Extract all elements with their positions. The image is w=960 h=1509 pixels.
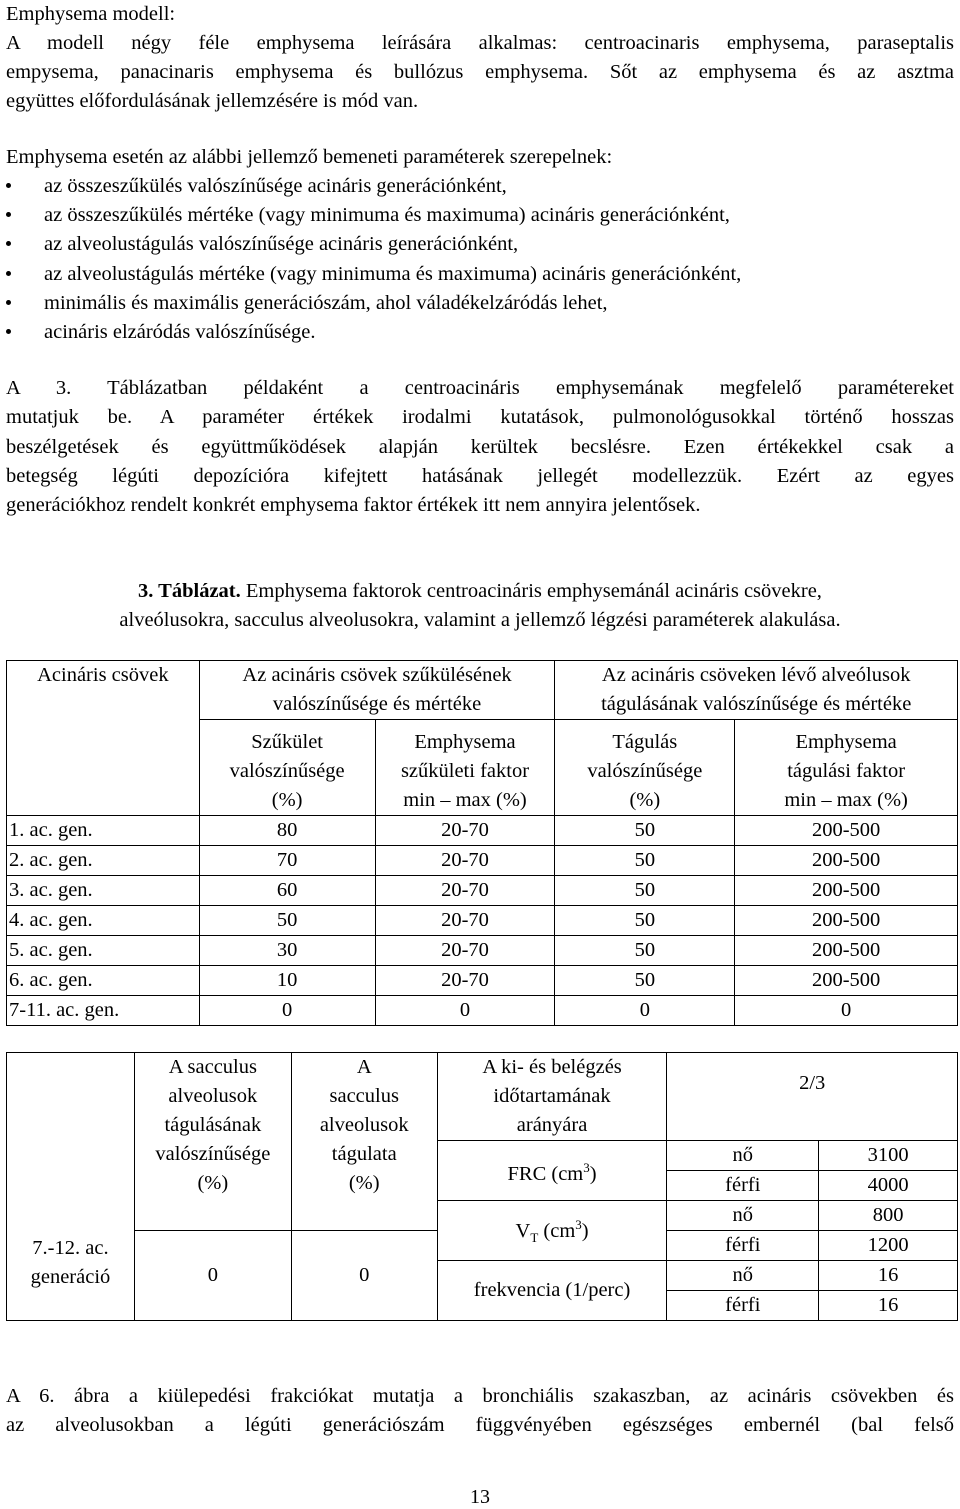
paragraph-line: az alveolusokban a légúti generációszám függvényében egészséges embernél (bal felső: [6, 1414, 954, 1436]
sacculus-dilation-value: 0: [291, 1231, 437, 1321]
paragraph-line: beszélgetések és együttműködések alapján kerültek becslésre. Ezen értékekkel csak a: [6, 436, 954, 458]
table-row: 2. ac. gen. 70 20-70 50 200-500: [7, 846, 958, 876]
subheader-dilation-factor: Emphysema tágulási faktor min – max (%): [735, 720, 958, 816]
tidal-volume-label: $V_T$ $(cm^3)$: [437, 1201, 667, 1261]
bullet-icon: [6, 212, 11, 217]
frc-label: FRC $(cm^3)$: [437, 1141, 667, 1201]
header-narrowing: Az acináris csövek szűkülésének valószínűsége és mértéke: [199, 661, 555, 720]
paragraph-line: A modell négy féle emphysema leírására alkalmas: centroacinaris emphysema, paraseptalis: [6, 32, 954, 54]
paragraph-line: mutatjuk be. A paraméter értékek irodalmi kutatások, pulmonológusokkal történő hosszas: [6, 406, 954, 428]
list-item: az összeszűkülés valószínűsége acináris generációnként,: [6, 172, 741, 201]
paragraph-line: betegség légúti depozícióra kifejtett hatásának jellegét modellezzük. Ezért az egyes: [6, 465, 954, 487]
page-number: 13: [470, 1486, 490, 1508]
generation-label: 7.-12. ac. generáció: [7, 1053, 135, 1321]
table-row: 7-11. ac. gen. 0 0 0 0: [7, 996, 958, 1026]
table-row: 5. ac. gen. 30 20-70 50 200-500: [7, 936, 958, 966]
sacculus-prob-value: 0: [134, 1231, 291, 1321]
header-dilation: Az acináris csöveken lévő alveólusok tágulásának valószínűsége és mértéke: [555, 661, 958, 720]
paragraph-line: együttes előfordulásának jellemzésére is mód van.: [6, 90, 419, 112]
table-caption-line: alveólusokra, sacculus alveolusokra, valamint a jellemző légzési paraméterek alakulása.: [119, 609, 841, 631]
header-acinar-ducts: Acináris csövek: [7, 661, 200, 816]
sacculus-breathing-table: 7.-12. ac. generáció A sacculus alveolusok tágulásának valószínűsége (%) A sacculus alveolusok tágulata (%) A ki- és belégzés időtartamának arányára 2/3 FRC $(cm^3)$ nő 3100 férfi 4000 $V_T$ $(cm^3)$ nő 800 0 0 férfi 1200 frekvencia (1/perc) nő 16 férfi 16: [6, 1052, 958, 1321]
bullet-icon: [6, 271, 11, 276]
list-item: minimális és maximális generációszám, ahol váladékelzáródás lehet,: [6, 289, 741, 318]
table-label: 3. Táblázat.: [138, 580, 241, 602]
table-row: 1. ac. gen. 80 20-70 50 200-500: [7, 816, 958, 846]
paragraph-line: A 6. ábra a kiülepedési frakciókat mutatja a bronchiális szakaszban, az acináris csövekben és: [6, 1385, 954, 1407]
list-lead: Emphysema esetén az alábbi jellemző bemeneti paraméterek szerepelnek:: [6, 146, 613, 168]
ratio-label: A ki- és belégzés időtartamának arányára: [437, 1053, 667, 1141]
bullet-icon: [6, 329, 11, 334]
list-item: az összeszűkülés mértéke (vagy minimuma és maximuma) acináris generációnként,: [6, 201, 741, 230]
paragraph-line: empysema, panacinaris emphysema és bullózus emphysema. Sőt az emphysema és az asztma: [6, 61, 954, 83]
table-row: 4. ac. gen. 50 20-70 50 200-500: [7, 906, 958, 936]
table-row: 6. ac. gen. 10 20-70 50 200-500: [7, 966, 958, 996]
subheader-narrowing-prob: Szűkület valószínűsége (%): [199, 720, 375, 816]
paragraph-line: generációkhoz rendelt konkrét emphysema faktor értékek itt nem annyira jelentősek.: [6, 494, 701, 516]
parameter-list: [6, 172, 741, 347]
subheader-dilation-prob: Tágulás valószínűsége (%): [555, 720, 735, 816]
table-caption: 3. Táblázat. Emphysema faktorok centroacináris emphysemánál acináris csövekre,: [138, 580, 822, 602]
list-item: acináris elzáródás valószínűsége.: [6, 318, 741, 347]
section-title: Emphysema modell:: [6, 3, 176, 25]
bullet-icon: [6, 241, 11, 246]
ratio-value: 2/3: [667, 1053, 958, 1141]
header-sacculus-dilation: A sacculus alveolusok tágulata (%): [291, 1053, 437, 1231]
emphysema-factor-table: [6, 660, 958, 1026]
bullet-icon: [6, 300, 11, 305]
subheader-narrowing-factor: Emphysema szűkületi faktor min – max (%): [375, 720, 555, 816]
table-row: 3. ac. gen. 60 20-70 50 200-500: [7, 876, 958, 906]
bullet-icon: [6, 183, 11, 188]
frequency-label: frekvencia (1/perc): [437, 1261, 667, 1321]
list-item: az alveolustágulás valószínűsége acináris generációnként,: [6, 230, 741, 259]
list-item: az alveolustágulás mértéke (vagy minimuma és maximuma) acináris generációnként,: [6, 260, 741, 289]
header-sacculus-prob: A sacculus alveolusok tágulásának valószínűsége (%): [134, 1053, 291, 1231]
paragraph-line: A 3. Táblázatban példaként a centroacináris emphysemának megfelelő paramétereket: [6, 377, 954, 399]
